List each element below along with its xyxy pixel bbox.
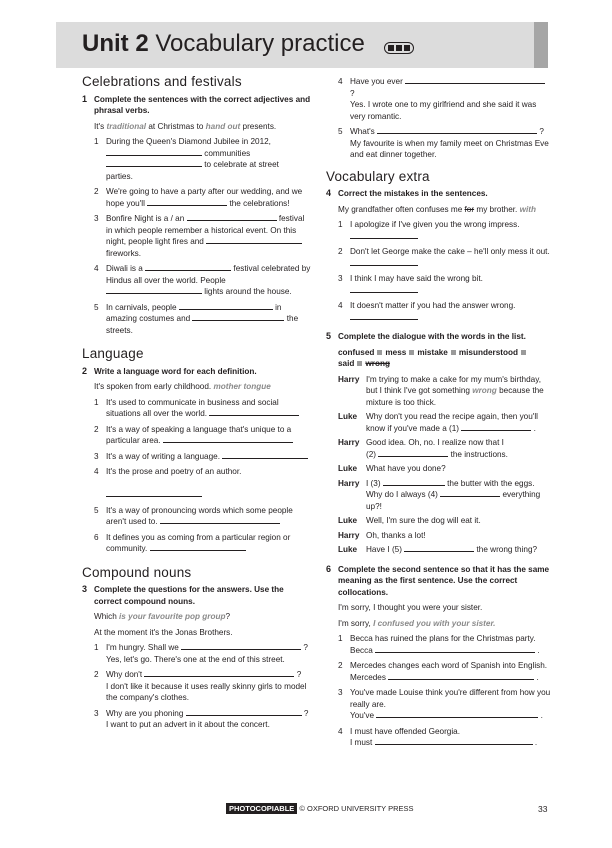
list-item: 2 It's a way of speaking a language that's unique to a particular area. [94,424,292,445]
example: It's traditional at Christmas to hand out presents. [94,121,277,131]
list-item: 1 I apologize if I've given you the wrong impress. [326,219,551,242]
example-answer: I'm sorry, I confused you with your sister. [338,618,496,628]
list-item: 3 I think I may have said the wrong bit. [326,273,551,296]
header-tab [534,22,548,68]
title-label: Vocabulary practice [155,30,365,57]
list-item: 3 You've made Louise think you're different from how you really are. You've . [338,688,551,720]
unit-label: Unit 2 [82,30,149,57]
list-item: 2 Why don't ? I don't like it because it uses really skinny girls to model the company's clothes. [94,670,307,702]
exercise-instruction: 5 Complete the dialogue with the words in the list. [326,331,526,341]
section-heading: Celebrations and festivals [82,74,242,89]
level-icon [384,42,414,54]
dialogue-line: Harry Good idea. Oh, no. I realize now that I (2) the instructions. [338,438,508,459]
list-item: 3 Why are you phoning ? I want to put an advert in it about the concert. [94,708,309,729]
exercise-instruction: 1 Complete the sentences with the correct adjectives and phrasal verbs. [82,93,311,115]
left-column [82,76,312,735]
right-column [326,76,551,753]
example: I'm sorry, I thought you were your sister. [338,603,483,612]
list-item: 1 During the Queen's Diamond Jubilee in 2012, communities to celebrate at street parties. [94,137,279,181]
list-item: 1 I'm hungry. Shall we ? Yes, let's go. There's one at the end of this street. [94,643,308,664]
list-item: 2 We're going to have a party after our wedding, and we hope you'll the celebrations! [94,187,303,208]
list-item: 4 Have you ever ? Yes. I wrote one to my girlfriend and she said it was very romantic. [326,76,551,122]
photocopiable-badge: PHOTOCOPIABLE [226,803,297,814]
publisher: © OXFORD UNIVERSITY PRESS [297,804,414,813]
footer [226,804,414,813]
exercise-instruction: 6 Complete the second sentence so that it has the same meaning as the first sentence. Use the correct collocations. [326,563,550,597]
dialogue-line: Harry I'm trying to make a cake for my mum's birthday, but I think I've got something wrong because the mixture is too thick. [338,374,544,407]
example: It's spoken from early childhood. mother tongue [94,382,271,391]
dialogue-line: Luke Have I (5) the wrong thing? [338,545,538,554]
list-item: 4 Diwali is a festival celebrated by Hindus all over the world. People lights around the house. [94,264,311,296]
page-title [82,30,365,58]
exercise-instruction: 3 Complete the questions for the answers. Use the correct compound nouns. [82,584,284,606]
list-item: 4 I must have offended Georgia. I must . [338,726,538,747]
section-heading: Language [82,346,144,361]
list-item: 5 It's a way of pronouncing words which some people aren't used to. [94,505,293,526]
exercise-instruction: 2 Write a language word for each definition. [82,365,257,376]
section-heading: Vocabulary extra [326,168,430,184]
exercise-instruction: 4 Correct the mistakes in the sentences. [326,188,488,198]
dialogue-line: Luke What have you done? [338,464,446,473]
example: Which is your favourite pop group? [94,612,231,621]
dialogue-line: Harry Oh, thanks a lot! [338,530,426,540]
dialogue-line: Harry I (3) the butter with the eggs. Why do I always (4) everything up?! [338,478,541,511]
list-item: 4 It doesn't matter if you had the answer wrong. [326,300,551,323]
list-item: 4 It's the prose and poetry of an author. [82,466,312,501]
example-answer: At the moment it's the Jonas Brothers. [94,627,233,637]
page-number: 33 [538,804,548,814]
example: My grandfather often confuses me for my brother. with [338,204,536,214]
list-item: 3 Bonfire Night is a / an festival in which people remember a historical event. On this night, people light fires and fireworks. [94,214,305,258]
list-item: 5 In carnivals, people in amazing costumes and the streets. [94,302,299,335]
list-item: 1 It's used to communicate in business and social situations all over the world. [82,397,312,420]
list-item: 3 It's a way of writing a language. [82,451,312,463]
list-item: 2 Don't let George make the cake – he'll only mess it out. [326,246,551,269]
dialogue-line: Luke Well, I'm sure the dog will eat it. [338,516,481,525]
word-list: confused mess mistake misunderstood said wrong [338,347,551,370]
list-item: 5 What's ? My favourite is when my family meet on Christmas Eve and eat dinner together. [338,127,549,159]
list-item: 1 Becca has ruined the plans for the Christmas party. Becca . [338,634,540,655]
list-item: 6 It defines you as coming from a particular region or community. [94,532,291,553]
section-heading: Compound nouns [82,564,192,580]
list-item: 2 Mercedes changes each word of Spanish into English. Mercedes . [338,661,548,682]
dialogue-line: Luke Why don't you read the recipe again, then you'll know if you've made a (1) . [338,412,538,433]
